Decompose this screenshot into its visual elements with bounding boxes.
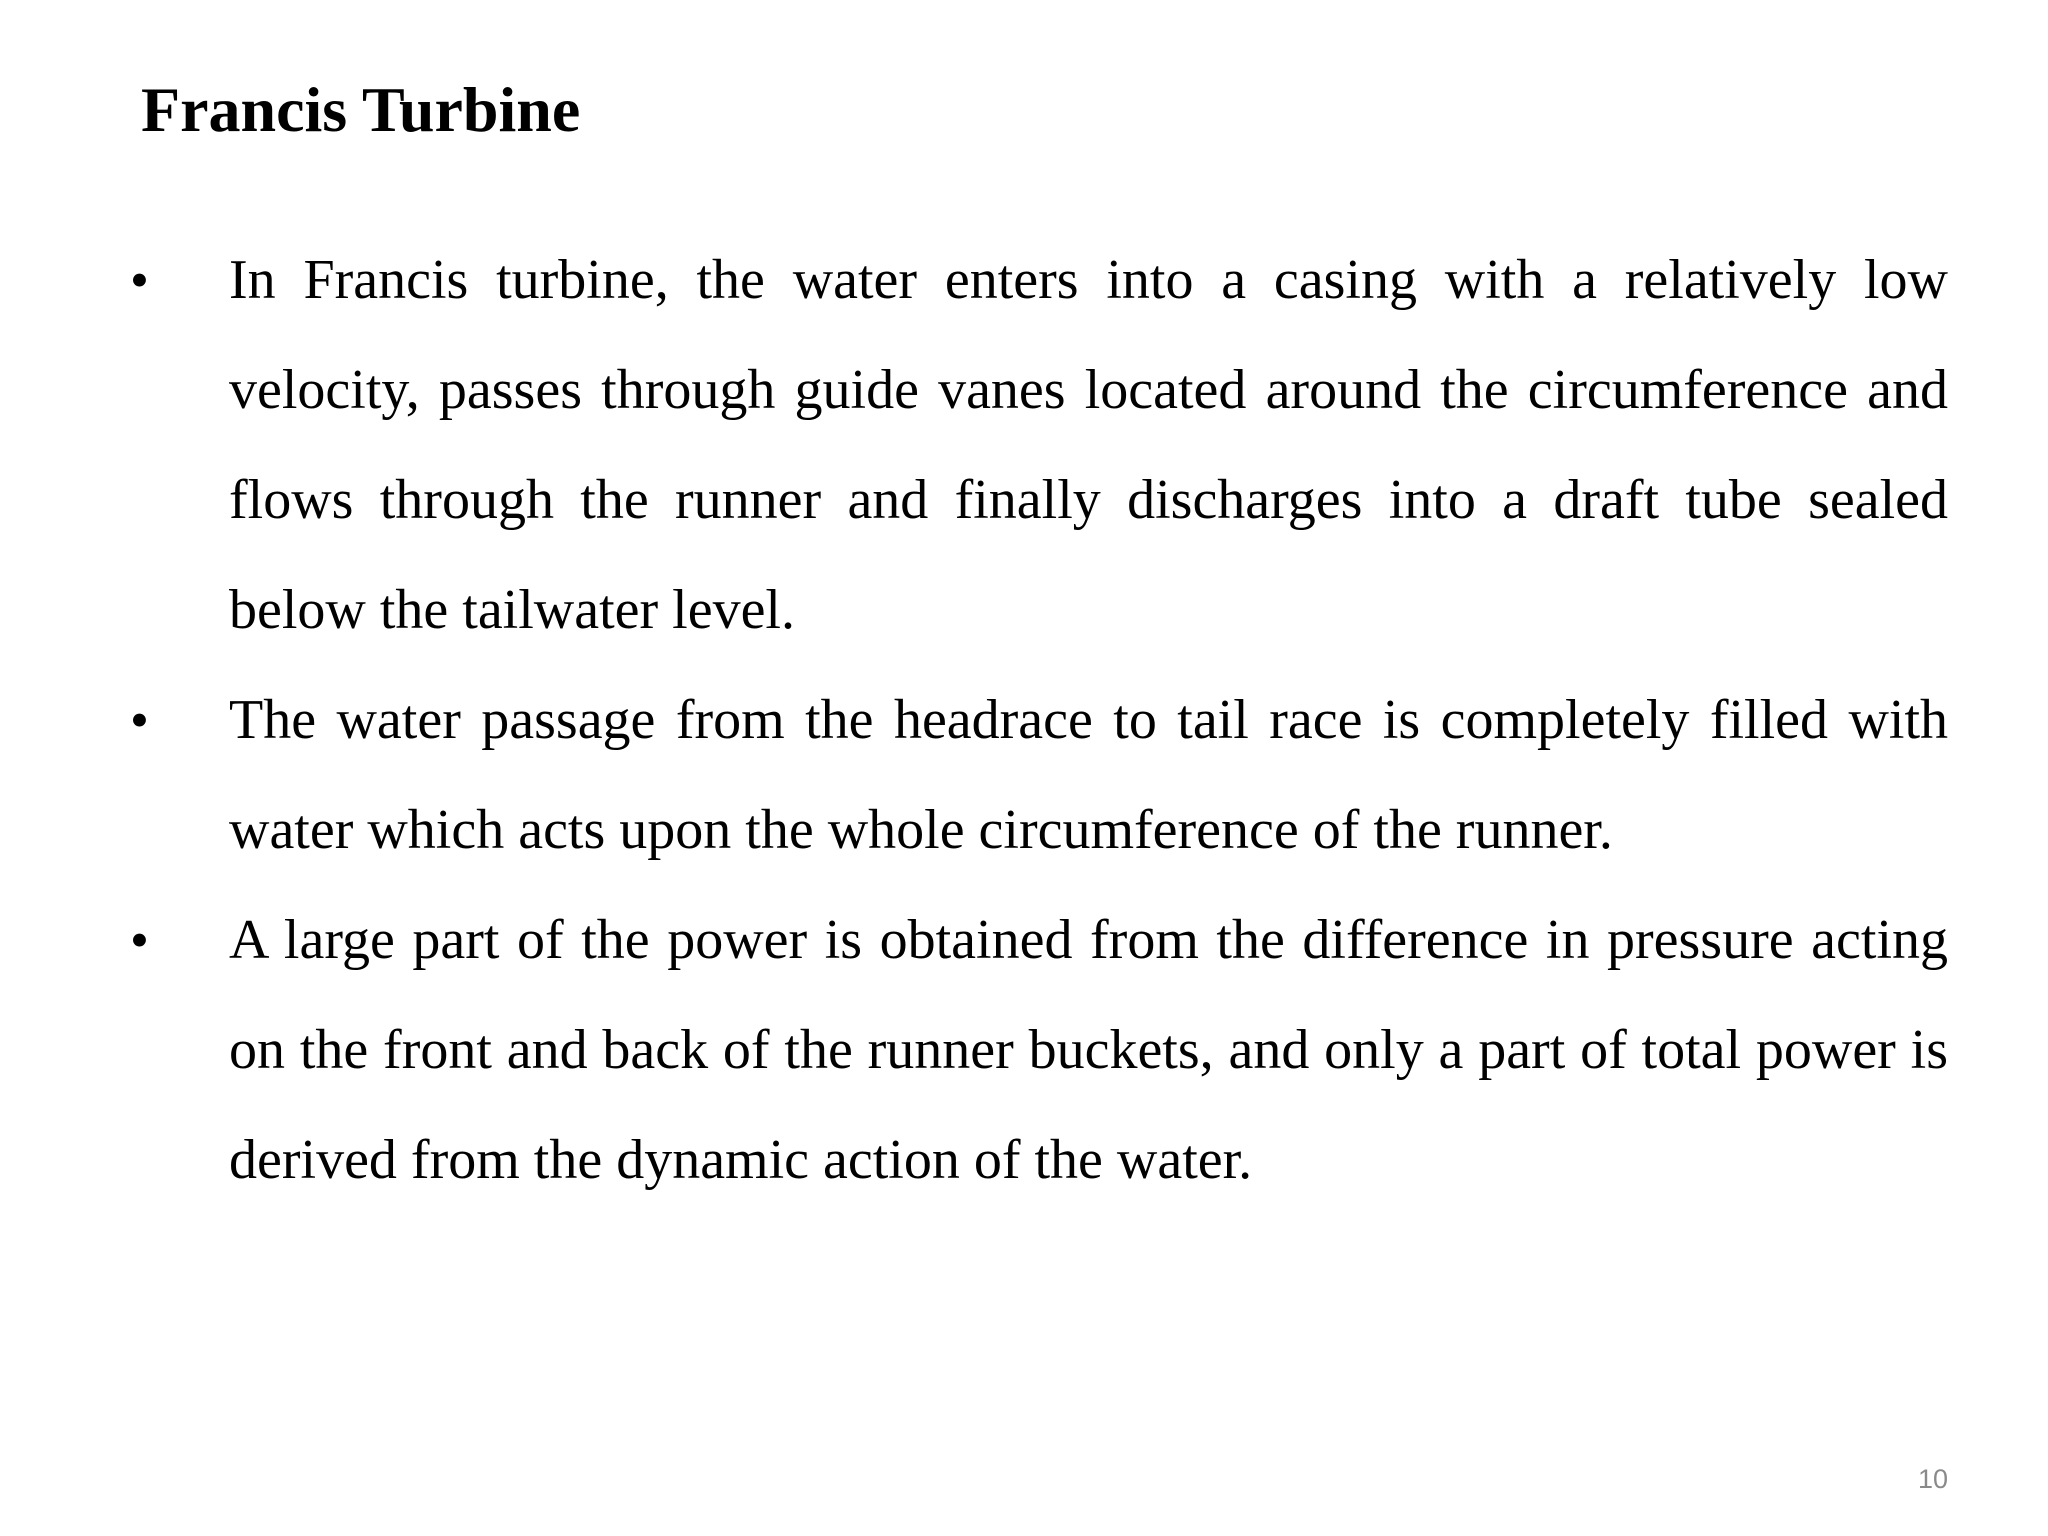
- bullet-item: [0, 665, 2048, 885]
- bullet-item: [0, 885, 2048, 1215]
- bullet-marker: •: [130, 690, 149, 750]
- bullet-list: [0, 225, 2048, 1215]
- bullet-marker: •: [130, 250, 149, 310]
- bullet-text: In Francis turbine, the water enters into a casing with a relatively low velocity, passes through guide vanes located around the circumference and flows through the runner and finally discharges into a draft tube sealed below the tailwater level.: [229, 249, 1948, 641]
- bullet-text: The water passage from the headrace to tail race is completely filled with water which acts upon the whole circumference of the runner.: [229, 689, 1948, 861]
- bullet-item: [0, 225, 2048, 665]
- page-number: 10: [1917, 1464, 1948, 1494]
- slide-title: Francis Turbine: [141, 74, 581, 145]
- bullet-text: A large part of the power is obtained from the difference in pressure acting on the front and back of the runner buckets, and only a part of total power is derived from the dynamic action of the water.: [229, 909, 1948, 1191]
- bullet-marker: •: [130, 910, 149, 970]
